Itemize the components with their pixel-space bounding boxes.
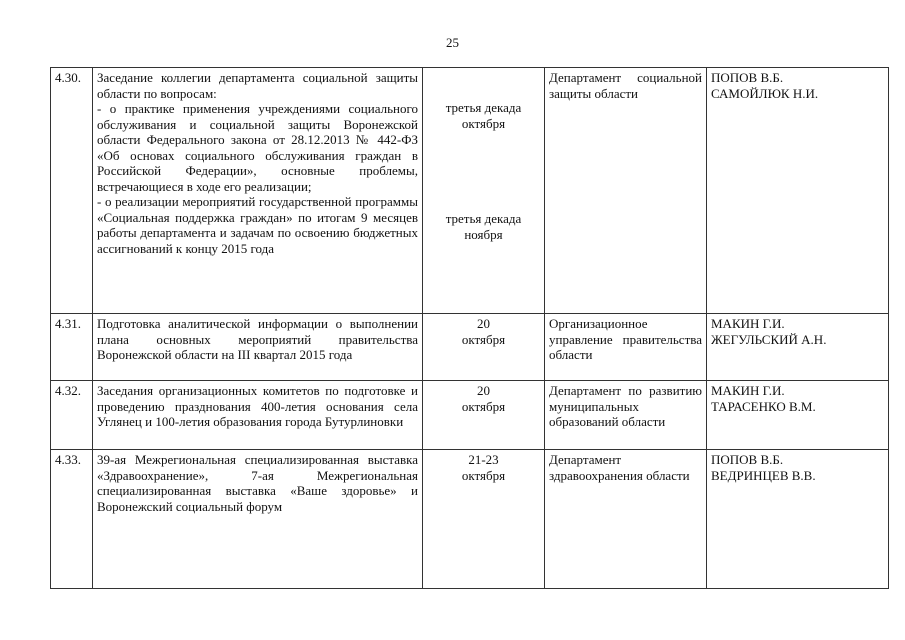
- date-first: третья декада октября: [445, 100, 522, 131]
- date-day: 20: [477, 316, 490, 331]
- date-month: октября: [461, 331, 506, 347]
- row-number: 4.30.: [51, 68, 93, 314]
- event-item: - о реализации мероприятий государственной программы «Социальная поддержка граждан» по итогам 9 месяцев работы департамента и задачам по освоению бюджетных ассигнований к концу 2015 года: [97, 194, 418, 256]
- responsible-department: Департамент по развитию муниципальных образований области: [545, 381, 707, 450]
- responsible-persons: [707, 450, 889, 589]
- event-date: [423, 68, 545, 314]
- date-day: 21-23: [468, 452, 499, 467]
- table-row: [51, 314, 889, 381]
- person: МАКИН Г.И.: [711, 383, 785, 398]
- person: ПОПОВ В.Б.: [711, 452, 784, 467]
- event-description: Заседания организационных комитетов по подготовке и проведению празднования 400-летия основания села Углянец и 100-летия образования города Бутурлиновки: [93, 381, 423, 450]
- responsible-department: Организационное управление правительства области: [545, 314, 707, 381]
- events-table: [50, 67, 889, 589]
- event-description: [93, 68, 423, 314]
- event-date: [423, 381, 545, 450]
- page-number: 25: [446, 35, 459, 50]
- event-item: - о практике применения учреждениями социального обслуживания и социальной защиты Воронежской области Федерального закона от 28.12.2013 № 442-ФЗ «Об основах социального обслуживания граждан в Российской Федерации», основные проблемы, встречающиеся в ходе его реализации;: [97, 101, 418, 194]
- date-second: третья декада ноября: [445, 211, 522, 242]
- row-number: 4.32.: [51, 381, 93, 450]
- person: ТАРАСЕНКО В.М.: [711, 398, 816, 414]
- event-date: [423, 314, 545, 381]
- table-row: [51, 450, 889, 589]
- row-number: 4.33.: [51, 450, 93, 589]
- event-description: Подготовка аналитической информации о выполнении плана основных мероприятий правительства Воронежской области на III квартал 2015 года: [93, 314, 423, 381]
- date-month: октября: [461, 467, 506, 483]
- event-heading: Заседание коллегии департамента социальной защиты области по вопросам:: [97, 70, 418, 101]
- event-date: [423, 450, 545, 589]
- date-day: 20: [477, 383, 490, 398]
- responsible-department: Департамент социальной защиты области: [545, 68, 707, 314]
- person: ПОПОВ В.Б.: [711, 70, 784, 85]
- responsible-persons: [707, 381, 889, 450]
- row-number: 4.31.: [51, 314, 93, 381]
- person: САМОЙЛЮК Н.И.: [711, 85, 819, 101]
- responsible-persons: [707, 314, 889, 381]
- event-description: 39-ая Межрегиональная специализированная выставка «Здравоохранение», 7-ая Межрегиональная специализированная выставка «Ваше здоровье» и Воронежский социальный форум: [93, 450, 423, 589]
- person: ВЕДРИНЦЕВ В.В.: [711, 467, 816, 483]
- table-row: [51, 381, 889, 450]
- date-month: октября: [461, 398, 506, 414]
- responsible-persons: [707, 68, 889, 314]
- responsible-department: Департамент здравоохранения области: [545, 450, 707, 589]
- person: ЖЕГУЛЬСКИЙ А.Н.: [711, 331, 827, 347]
- person: МАКИН Г.И.: [711, 316, 785, 331]
- table-row: [51, 68, 889, 314]
